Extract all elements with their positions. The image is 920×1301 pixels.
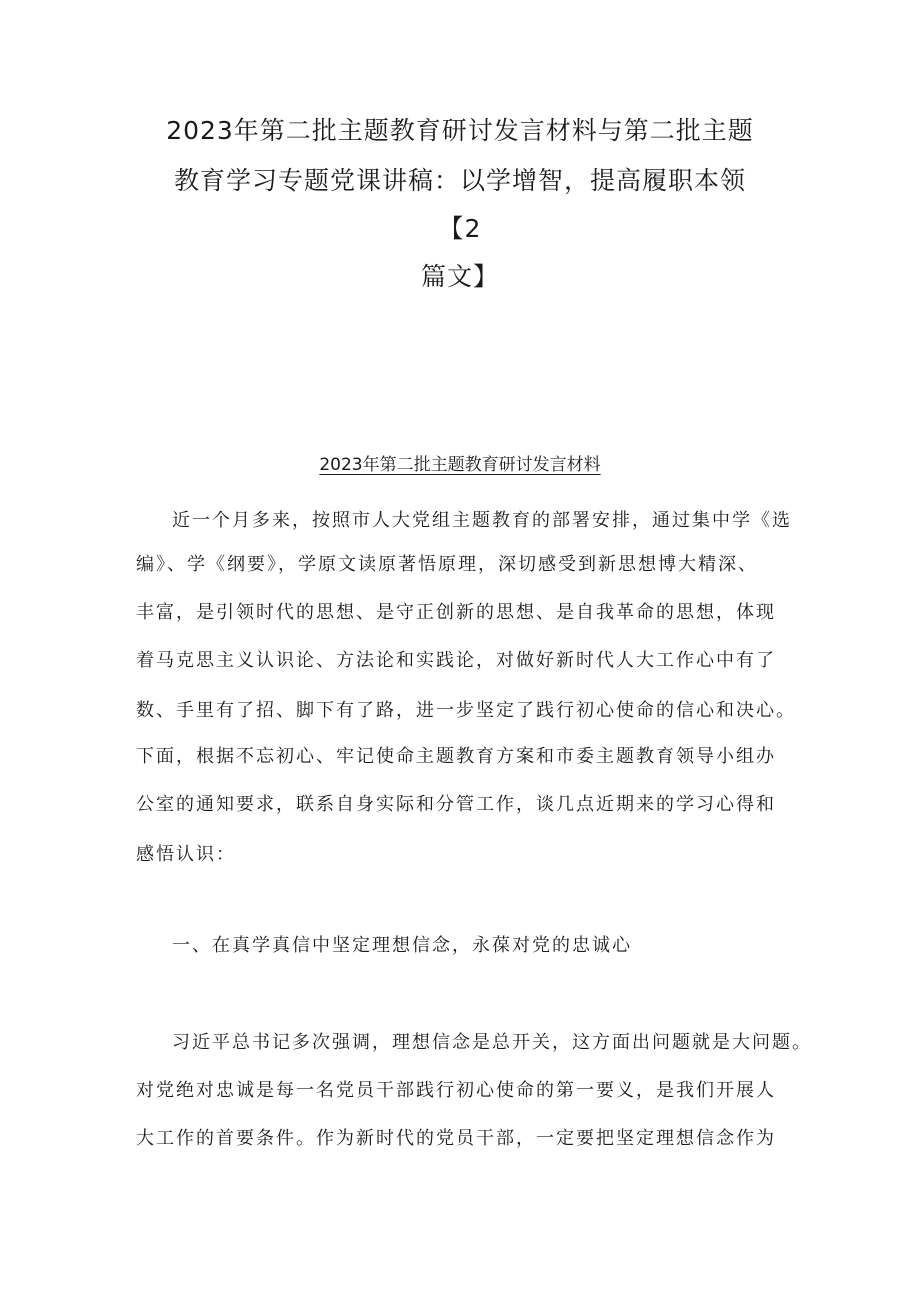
document-title-line-1: 2023年第二批主题教育研讨发言材料与第二批主题 [166, 116, 754, 145]
intro-line-8: 感悟认识： [136, 844, 236, 865]
intro-line-2: 编》、学《纲要》，学原文读原著悟原理，深切感受到新思想博大精深、 [136, 554, 758, 575]
subheading-1: 一、在真学真信中坚定理想信念，永葆对党的忠诚心 [172, 935, 632, 956]
intro-line-1: 近一个月多来，按照市人大党组主题教育的部署安排，通过集中学《选 [172, 510, 792, 531]
document-title-line-2: 教育学习专题党课讲稿：以学增智，提高履职本领 [173, 166, 746, 195]
intro-line-3: 丰富，是引领时代的思想、是守正创新的思想、是自我革命的思想，体现 [136, 602, 776, 623]
section-heading [100, 457, 820, 474]
section-heading-text: 2023年第二批主题教育研讨发言材料 [319, 455, 601, 475]
intro-line-6: 下面，根据不忘初心、牢记使命主题教育方案和市委主题教育领导小组办 [136, 746, 776, 767]
intro-line-5: 数、手里有了招、脚下有了路，进一步坚定了践行初心使命的信心和决心。 [136, 700, 796, 721]
intro-line-7: 公室的通知要求，联系自身实际和分管工作，谈几点近期来的学习心得和 [136, 794, 776, 815]
body-line-1: 习近平总书记多次强调，理想信念是总开关，这方面出问题就是大问题。 [172, 1032, 812, 1053]
document-title-line-4: 篇文】 [420, 262, 499, 291]
intro-line-4: 着马克思主义认识论、方法论和实践论，对做好新时代人大工作心中有了 [136, 650, 776, 671]
body-line-2: 对党绝对忠诚是每一名党员干部践行初心使命的第一要义，是我们开展人 [136, 1080, 776, 1101]
document-title-line-3: 【2 [438, 214, 482, 243]
body-line-3: 大工作的首要条件。作为新时代的党员干部，一定要把坚定理想信念作为 [136, 1128, 776, 1149]
